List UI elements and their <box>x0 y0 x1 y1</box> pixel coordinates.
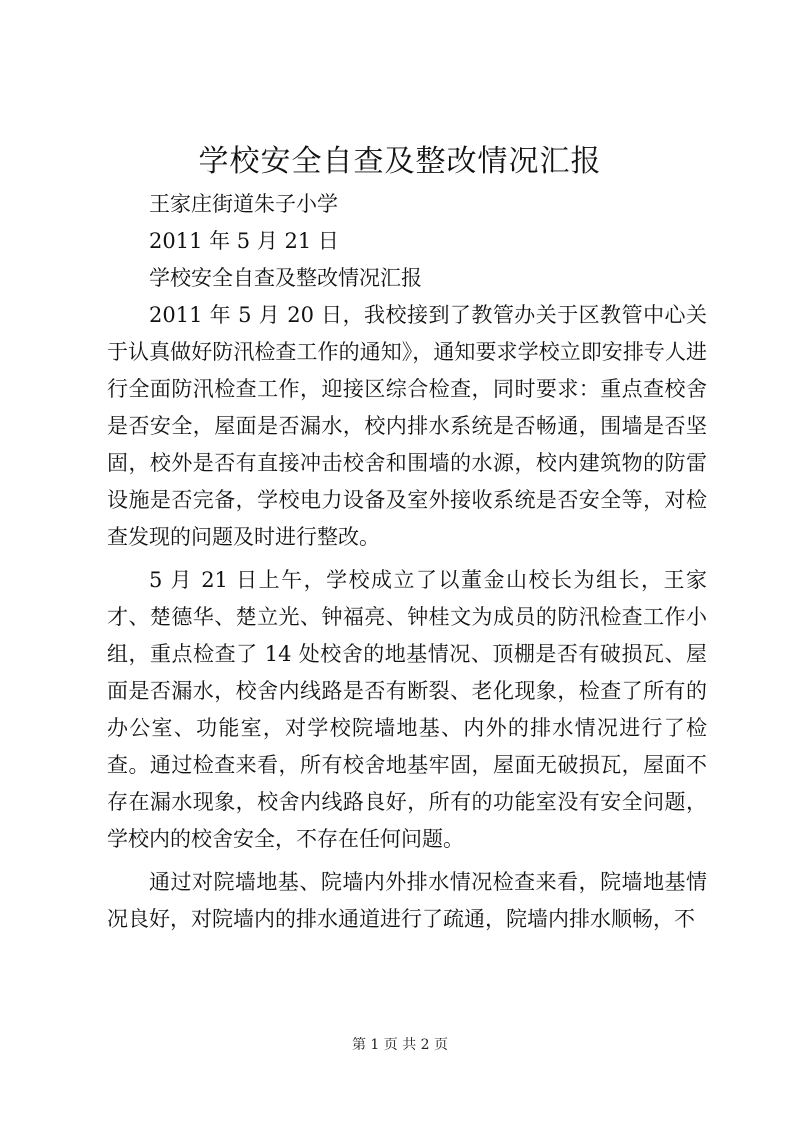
document-title: 学校安全自查及整改情况汇报 <box>198 144 602 179</box>
date-line: 2011 年 5 月 21 日 <box>149 229 339 253</box>
author-line: 王家庄街道朱子小学 <box>149 192 338 216</box>
subtitle-line: 学校安全自查及整改情况汇报 <box>149 266 422 290</box>
paragraph-1: 2011 年 5 月 20 日，我校接到了教管办关于区教管中心关于认真做好防汛检查工作的通知》，通知要求学校立即安排专人进行全面防汛检查工作，迎接区综合检查，同时要求：重点查校舍是否安全，屋面是否漏水，校内排水系统是否畅通，围墙是否坚固，校外是否有直接冲击校舍和围墙的水源，校内建筑物的防雷设施是否完备，学校电力设备及室外接收系统是否安全等，对检查发现的问题及时进行整改。 <box>107 303 707 549</box>
page-footer: 第 1 页 共 2 页 <box>351 1037 449 1053</box>
paragraph-2: 5 月 21 日上午，学校成立了以董金山校长为组长，王家才、楚德华、楚立光、钟福亮、钟桂文为成员的防汛检查工作小组，重点检查了 14 处校舍的地基情况、顶棚是否有破损瓦、屋面是否漏水，校舍内线路是否有断裂、老化现象，检查了所有的办公室、功能室，对学校院墙地基、内外的排水情况进行了检查。通过检查来看，所有校舍地基牢固，屋面无破损瓦，屋面不存在漏水现象，校舍内线路良好，所有的功能室没有安全问题，学校内的校舍安全，不存在任何问题。 <box>107 568 707 851</box>
paragraph-3: 通过对院墙地基、院墙内外排水情况检查来看，院墙地基情况良好，对院墙内的排水通道进行了疏通，院墙内排水顺畅，不 <box>107 870 707 931</box>
document-body <box>107 186 707 938</box>
